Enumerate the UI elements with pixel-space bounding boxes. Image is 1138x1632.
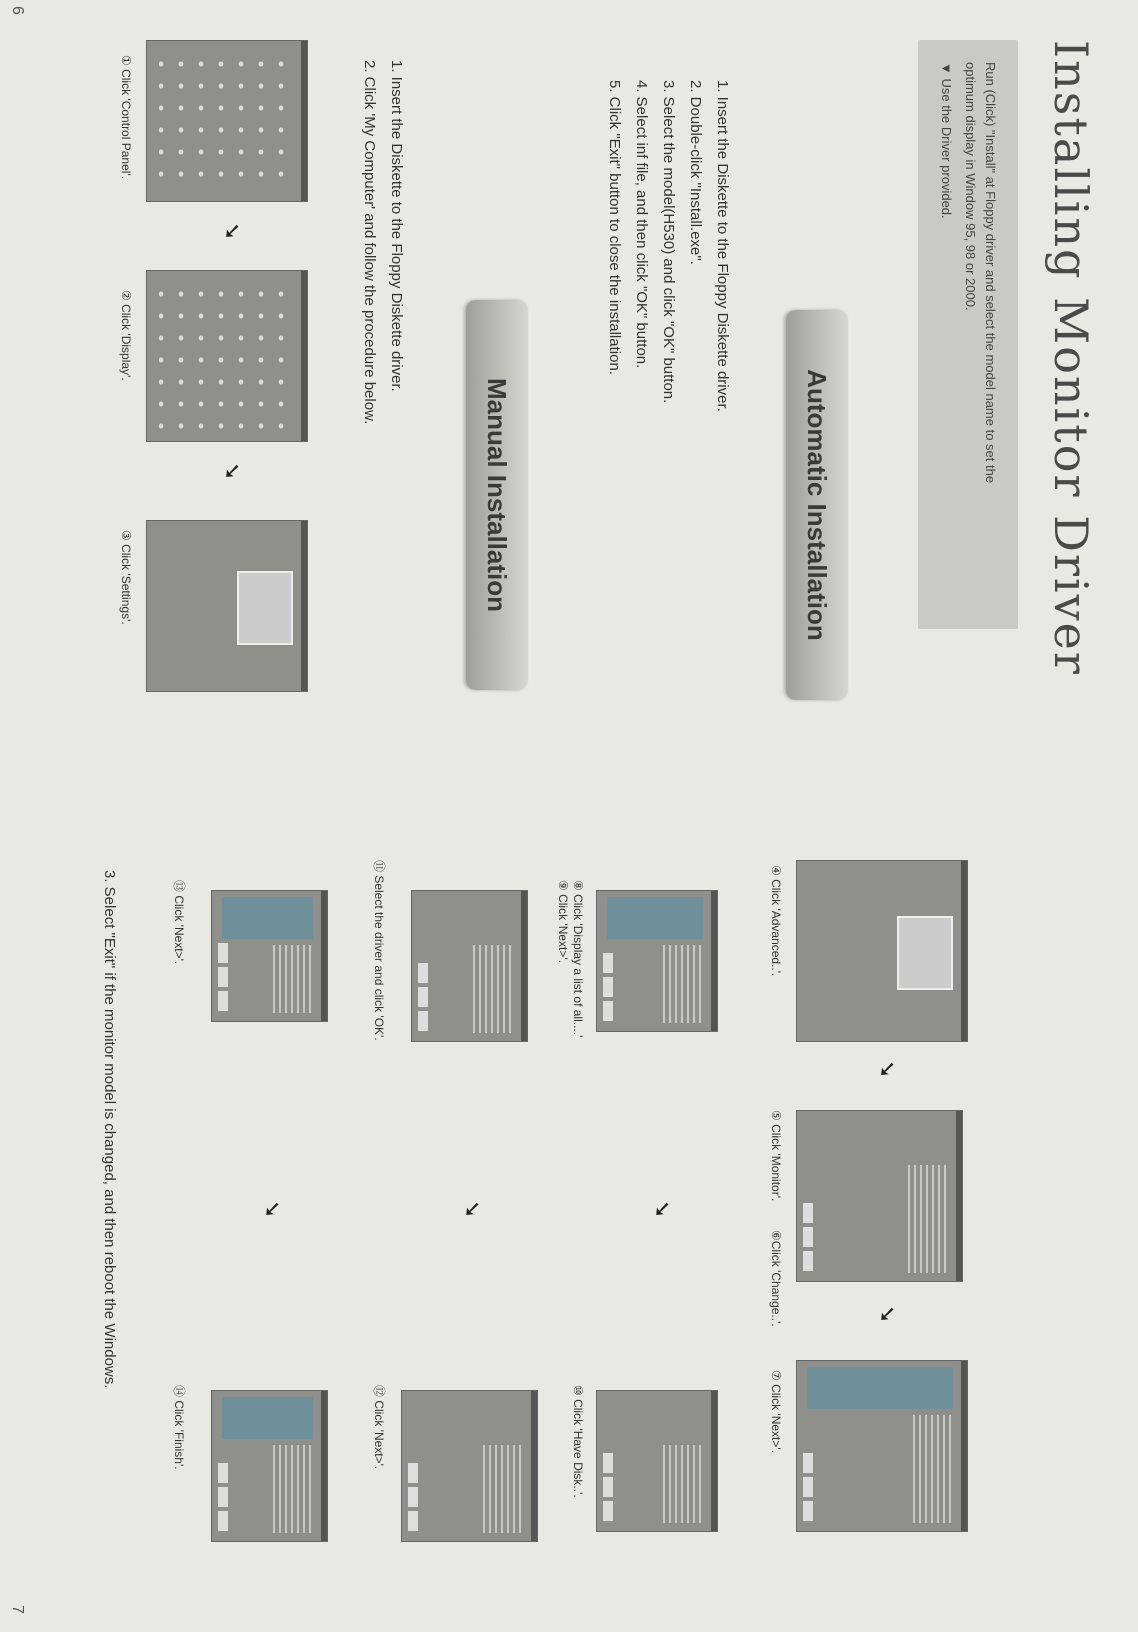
arrow-right-icon: ➘: [260, 1200, 285, 1219]
screenshot-settings: [146, 520, 308, 692]
arrow-right-icon: ➘: [875, 1060, 900, 1079]
arrow-right-icon: ➘: [875, 1305, 900, 1324]
caption-step-9: ⑨ Click 'Next>'.: [556, 880, 570, 964]
screenshot-select-device: [401, 1390, 538, 1542]
screenshot-install-from-disk: [411, 890, 528, 1042]
caption-step-13: ⑬ Click 'Next>'.: [172, 880, 186, 965]
auto-step-3: 3. Select the model(H530) and click "OK" button.: [660, 80, 677, 404]
caption-step-10: ⑩ Click 'Have Disk..'.: [571, 1385, 585, 1498]
screenshot-monitor-tab: [796, 1110, 963, 1282]
caption-step-3: ③ Click 'Settings'.: [119, 530, 133, 625]
note-line-1: Run (Click) "Install" at Floppy driver and select the model name to set the: [983, 62, 998, 484]
manual-steps: [356, 60, 410, 620]
manual-step-2: 2. Click 'My Computer' and follow the procedure below.: [361, 60, 378, 425]
note-line-2: optimum display in Window 95, 98 or 2000.: [963, 62, 978, 311]
screenshot-have-disk: [596, 1390, 718, 1532]
manual-heading: Manual Installation: [482, 377, 513, 613]
arrow-right-icon: ➘: [650, 1200, 675, 1219]
auto-step-5: 5. Click "Exit" button to close the installation.: [606, 80, 623, 375]
caption-step-14: ⑭ Click 'Finish'.: [172, 1385, 186, 1470]
manual-installation-banner: [466, 300, 528, 690]
page-number-left: 6: [9, 6, 26, 15]
caption-step-12: ⑫ Click 'Next>'.: [372, 1385, 386, 1470]
caption-step-6: ⑥Click 'Change..'.: [769, 1230, 783, 1327]
auto-step-2: 2. Double-click "Install.exe".: [687, 80, 704, 265]
arrow-down-icon: ➘: [220, 222, 245, 241]
automatic-heading: Automatic Installation: [802, 369, 833, 641]
screenshot-display: [146, 270, 308, 442]
caption-step-2: ② Click 'Display'.: [119, 290, 133, 381]
caption-step-8: ⑧ Click 'Display a list of all....': [571, 880, 585, 1038]
auto-step-1: 1. Insert the Diskette to the Floppy Diskette driver.: [714, 80, 731, 412]
screenshot-advanced: [796, 860, 968, 1042]
page-title: Installing Monitor Driver: [1044, 40, 1098, 676]
caption-step-1: ① Click 'Control Panel'.: [119, 55, 133, 180]
caption-step-7: ⑦ Click 'Next>'.: [769, 1370, 783, 1454]
caption-step-5: ⑤ Click 'Monitor'.: [769, 1110, 783, 1202]
caption-step-4: ④ Click 'Advanced..'.: [769, 865, 783, 977]
auto-step-4: 4. Select inf file, and then click "OK" button.: [633, 80, 650, 369]
driver-note-box: [918, 40, 1018, 629]
note-bullet: ▼ Use the Driver provided.: [939, 62, 954, 219]
caption-step-11: ⑪ Select the driver and click 'OK'.: [372, 860, 386, 1041]
screenshot-wizard-next: [211, 890, 328, 1022]
arrow-down-icon: ➘: [220, 462, 245, 481]
manual-step-1: 1. Insert the Diskette to the Floppy Diskette driver.: [388, 60, 405, 392]
arrow-right-icon: ➘: [460, 1200, 485, 1219]
automatic-installation-banner: [786, 310, 848, 700]
screenshot-update-wizard-start: [796, 1360, 968, 1532]
screenshot-display-list: [596, 890, 718, 1032]
page-number-right: 7: [9, 1605, 26, 1614]
screenshot-wizard-finish: [211, 1390, 328, 1542]
footer-instruction: 3. Select "Exit" if the monitor model is changed, and then reboot the Windows.: [101, 870, 118, 1389]
automatic-steps: [601, 80, 736, 640]
screenshot-control-panel: [146, 40, 308, 202]
